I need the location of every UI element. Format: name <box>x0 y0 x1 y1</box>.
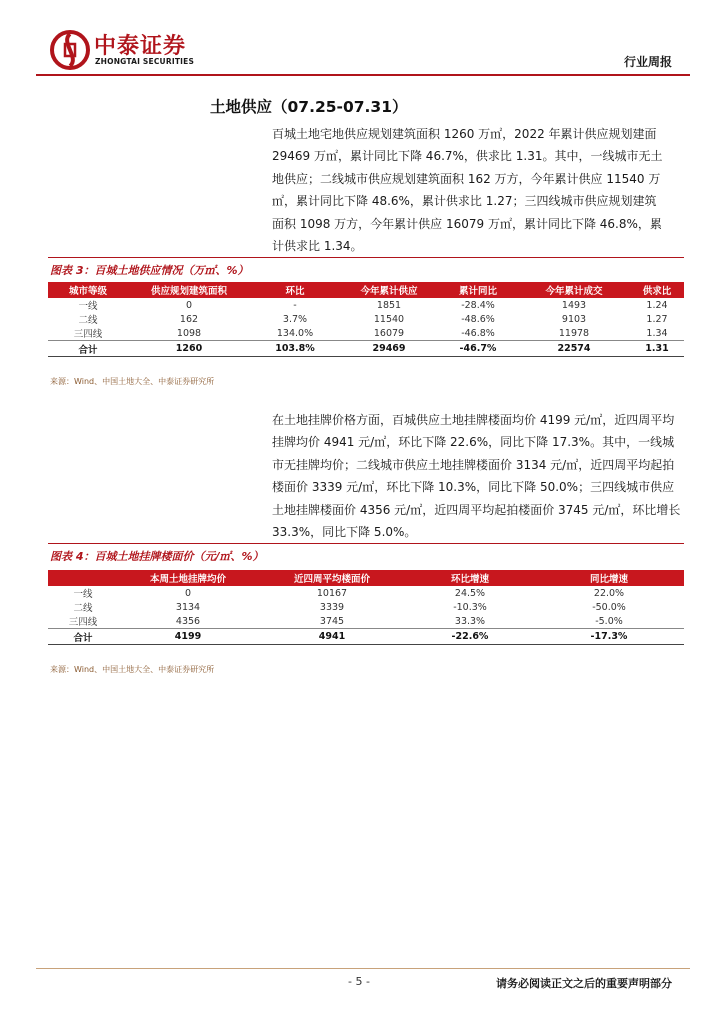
report-type-label: 行业周报 <box>623 55 672 69</box>
company-logo <box>50 28 230 72</box>
table-cell: 3.7% <box>282 313 308 325</box>
table-cell: - <box>293 299 297 311</box>
table-cell: 一线 <box>78 301 98 312</box>
table-cell: 0 <box>185 299 193 311</box>
table-row <box>48 298 684 312</box>
footer-divider <box>36 968 690 969</box>
table-cell: 22.0% <box>593 587 625 599</box>
paragraph-line: 29469 万㎡，累计同比下降 46.7%，供求比 1.31。其中，一线城市无土 <box>272 149 663 164</box>
table-row <box>48 614 684 629</box>
table-total-row <box>48 629 684 645</box>
figure3-title: 图表 3：百城土地供应情况（万㎡、%） <box>50 264 249 277</box>
figure4-title: 图表 4：百城土地挂牌楼面价（元/㎡、%） <box>50 550 264 563</box>
table-cell: 1.31 <box>630 341 684 357</box>
table-cell: 三四线 <box>48 326 128 341</box>
figure4-table <box>48 570 684 645</box>
column-header: 供应规划建筑面积 <box>128 282 250 298</box>
table-cell: 1098 <box>128 326 250 341</box>
paragraph-line: 土地挂牌楼面价 4356 元/㎡，近四周平均起拍楼面价 3745 元/㎡，环比增长 <box>272 502 681 517</box>
land-price-paragraph <box>272 409 684 540</box>
table-row <box>48 600 684 614</box>
paragraph-line: 面积 1098 万方，今年累计供应 16079 万㎡，累计同比下降 46.8%，累 <box>272 216 662 231</box>
column-header: 供求比 <box>630 282 684 298</box>
table-cell: 二线 <box>73 603 93 614</box>
table-cell: 10167 <box>316 587 348 599</box>
paragraph-line: 市无挂牌均价；二线城市供应土地挂牌楼面价 3134 元/㎡，近四周平均起拍 <box>272 457 675 472</box>
column-header: 累计同比 <box>438 282 518 298</box>
figure4-top-rule <box>48 543 684 544</box>
figure3-top-rule <box>48 257 684 258</box>
table-cell: 24.5% <box>454 587 486 599</box>
table-cell: 合计 <box>48 341 128 357</box>
table-cell: 9103 <box>561 313 587 325</box>
table-cell: 1.24 <box>646 299 668 311</box>
paragraph-line: 楼面价 3339 元/㎡，环比下降 10.3%，同比下降 50.0%；三四线城市供应 <box>272 480 675 495</box>
table-cell: 1851 <box>376 299 402 311</box>
table-cell: -48.6% <box>461 313 495 325</box>
table-total-row <box>48 341 684 357</box>
table-cell: 3134 <box>175 601 201 613</box>
table-cell: 11978 <box>518 326 630 341</box>
column-header: 本周土地挂牌均价 <box>118 570 258 586</box>
disclaimer-note: 请务必阅读正文之后的重要声明部分 <box>496 977 672 990</box>
figure4-source: 来源：Wind、中国土地大全、中泰证券研究所 <box>50 665 215 674</box>
table-cell: -10.3% <box>453 601 487 613</box>
paragraph-line: 在土地挂牌价格方面，百城供应土地挂牌楼面均价 4199 元/㎡，近四周平均 <box>272 413 675 427</box>
table-cell: 3745 <box>258 614 406 629</box>
table-cell: -22.6% <box>406 629 534 645</box>
column-header: 环比增速 <box>406 570 534 586</box>
table-cell: 一线 <box>73 589 93 600</box>
table-header-row <box>48 570 684 586</box>
table-cell: 11540 <box>373 313 405 325</box>
column-header: 今年累计供应 <box>340 282 438 298</box>
table-cell: 二线 <box>78 315 98 326</box>
section-title: 土地供应（07.25-07.31） <box>210 98 408 116</box>
table-cell: -5.0% <box>534 614 684 629</box>
table-cell: 103.8% <box>250 341 340 357</box>
column-header: 环比 <box>250 282 340 298</box>
table-cell: -17.3% <box>534 629 684 645</box>
logo-text-en: ZHONGTAI SECURITIES <box>95 57 195 66</box>
column-header: 今年累计成交 <box>518 282 630 298</box>
column-header <box>48 570 118 586</box>
table-cell: 3339 <box>319 601 345 613</box>
table-cell: 0 <box>184 587 192 599</box>
table-cell: -46.8% <box>438 326 518 341</box>
table-cell: -28.4% <box>461 299 495 311</box>
paragraph-line: 挂牌均价 4941 元/㎡，环比下降 22.6%，同比下降 17.3%。其中，一线城 <box>272 435 675 450</box>
zhongtai-logo-icon <box>50 30 90 70</box>
table-cell: 29469 <box>340 341 438 357</box>
paragraph-line: ㎡，累计同比下降 48.6%，累计供求比 1.27；三四线城市供应规划建筑 <box>272 194 657 209</box>
table-header-row <box>48 282 684 298</box>
table-cell: 22574 <box>518 341 630 357</box>
paragraph-line: 地供应；二线城市供应规划建筑面积 162 万方，今年累计供应 11540 万 <box>272 171 661 186</box>
table-cell: 16079 <box>340 326 438 341</box>
figure3-source: 来源：Wind、中国土地大全、中泰证券研究所 <box>50 377 215 386</box>
column-header: 城市等级 <box>48 282 128 298</box>
table-row <box>48 312 684 326</box>
table-row <box>48 326 684 341</box>
table-cell: 134.0% <box>250 326 340 341</box>
table-row <box>48 586 684 600</box>
paragraph-line: 计供求比 1.34。 <box>272 239 363 254</box>
table-cell: -50.0% <box>592 601 626 613</box>
column-header: 近四周平均楼面价 <box>258 570 406 586</box>
table-cell: 162 <box>179 313 199 325</box>
table-cell: 1493 <box>561 299 587 311</box>
table-cell: 三四线 <box>48 614 118 629</box>
table-cell: 4941 <box>258 629 406 645</box>
table-cell: -46.7% <box>438 341 518 357</box>
header-divider <box>36 74 690 76</box>
table-cell: 1.27 <box>646 313 668 325</box>
land-supply-paragraph <box>272 123 684 254</box>
figure3-table <box>48 282 684 357</box>
logo-text-cn: 中泰证券 <box>94 34 187 59</box>
table-cell: 1260 <box>128 341 250 357</box>
paragraph-line: 百城土地宅地供应规划建筑面积 1260 万㎡，2022 年累计供应规划建面 <box>272 127 657 141</box>
column-header: 同比增速 <box>534 570 684 586</box>
page-number: - 5 - <box>348 975 370 988</box>
table-cell: 33.3% <box>406 614 534 629</box>
table-cell: 4356 <box>118 614 258 629</box>
table-cell: 4199 <box>118 629 258 645</box>
table-cell: 合计 <box>48 629 118 645</box>
paragraph-line: 33.3%，同比下降 5.0%。 <box>272 525 417 540</box>
table-cell: 1.34 <box>630 326 684 341</box>
